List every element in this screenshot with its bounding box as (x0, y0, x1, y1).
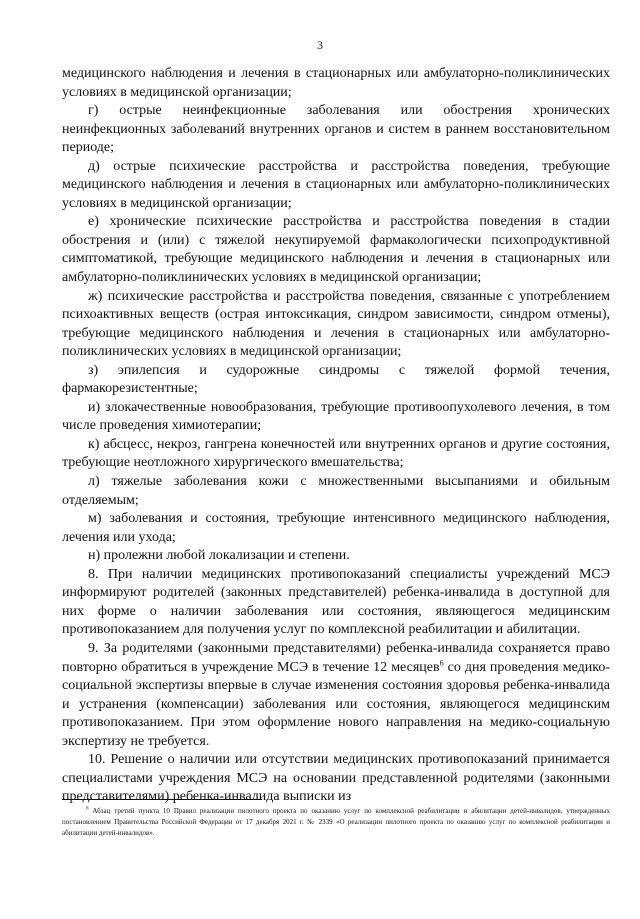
page-number: 3 (317, 38, 323, 52)
footnote-text: Абзац третий пункта 10 Правил реализации пилотного проекта по оказанию услуг по комплексной реабилитации и абилитации детей-инвалидов, утвержденных постановлением Правительства Российской Федерации от 17 декабря 2021 г. № 2339 «О реализации пилотного проекта по оказанию услуг по комплексной реабилитации и абилитации детей-инвалидов». (62, 807, 610, 837)
paragraph-item-k: к) абсцесс, некроз, гангрена конечностей или внутренних органов и другие состояния, требующие неотложного хирургического вмешательства; (62, 436, 610, 471)
paragraph-10: 10. Решение о наличии или отсутствии медицинских противопоказаний принимается специалистами учреждения МСЭ на основании представленной родителями (законными представителями) ребенка-инвалида выписки из (62, 752, 610, 805)
paragraph-8: 8. При наличии медицинских противопоказаний специалисты учреждений МСЭ информируют родителей (законных представителей) ребенка-инвалида в доступной для них форме о наличии заболевания или состояния, являющегося медицинским противопоказанием для получения услуг по комплексной реабилитации и абилитации. (62, 566, 610, 638)
paragraph-9 (62, 640, 610, 751)
paragraph-item-i: и) злокачественные новообразования, требующие противоопухолевого лечения, в том числе проведения химиотерапии; (62, 399, 610, 434)
paragraph-9-text-start: 9. За родителями (законными представителями) ребенка-инвалида сохраняется право повторно обратиться в учреждение МСЭ в течение 12 месяцев (62, 640, 610, 675)
document-body (62, 65, 610, 807)
paragraph-item-l: л) тяжелые заболевания кожи с множественными высыпаниями и обильным отделяемым; (62, 474, 610, 508)
paragraph-item-z: з) эпилепсия и судорожные синдромы с тяжелой формой течения, фармакорезистентные; (62, 362, 610, 397)
paragraph-9-text-end: со дня проведения медико-социальной экспертизы впервые в случае изменения состояния здоровья ребенка-инвалида и устранения (компенсации) заболевания или состояния, являющегося медицинским противопоказанием. При этом оформление нового направления на медико-социальную экспертизу не требуется. (62, 659, 610, 749)
footnote (62, 806, 610, 839)
footnote-separator (62, 799, 262, 800)
paragraph-item-g: г) острые неинфекционные заболевания или обострения хронических неинфекционных заболеваний внутренних органов и систем в раннем восстановительном периоде; (62, 103, 610, 156)
paragraph-item-e: е) хронические психические расстройства и расстройства поведения в стадии обострения и (или) с тяжелой некупируемой фармакологически психопродуктивной симптоматикой, требующие медицинского наблюдения и лечения в стационарных или амбулаторно-поликлинических условиях в медицинской организации; (62, 214, 610, 286)
paragraph-item-d: д) острые психические расстройства и расстройства поведения, требующие медицинского наблюдения и лечения в стационарных или амбулаторно-поликлинических условиях в медицинской организации; (62, 158, 610, 211)
paragraph-continuation: медицинского наблюдения и лечения в стационарных или амбулаторно-поликлинических условиях в медицинской организации; (62, 66, 610, 100)
footnote-marker: 6 (86, 806, 89, 812)
paragraph-item-zh: ж) психические расстройства и расстройства поведения, связанные с употреблением психоактивных веществ (острая интоксикация, синдром зависимости, синдром отмены), требующие медицинского наблюдения и лечения в стационарных или амбулаторно-поликлинических условиях в медицинской организации; (62, 288, 610, 360)
footnote-reference: 6 (439, 657, 444, 667)
paragraph-item-m: м) заболевания и состояния, требующие интенсивного медицинского наблюдения, лечения или ухода; (62, 511, 610, 545)
paragraph-item-n: н) пролежни любой локализации и степени. (88, 548, 350, 564)
